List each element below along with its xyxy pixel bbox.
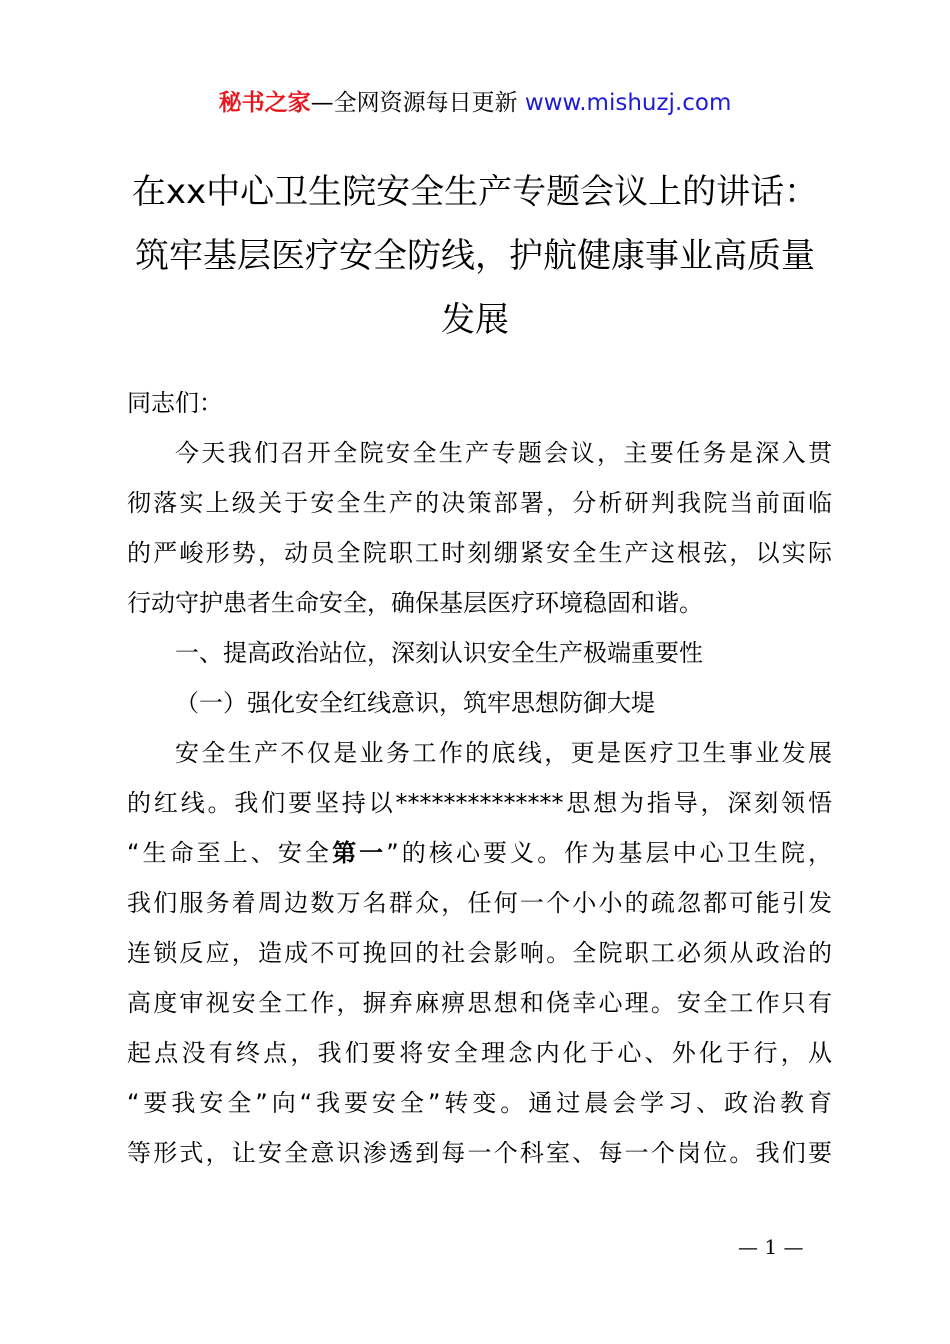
document-body [127,378,832,1178]
para1-line-9: 等形式，让安全意识渗透到每一个科室、每一个岗位。我们要 [127,1139,832,1167]
intro-line-1: 今天我们召开全院安全生产专题会议，主要任务是深入贯 [175,439,832,467]
para1-line-5: 连锁反应，造成不可挽回的社会影响。全院职工必须从政治的 [127,939,832,967]
para1-line-2: 的红线。我们要坚持以**************思想为指导，深刻领悟 [127,789,832,817]
para1-line-3-end: ”的核心要义。作为基层中心卫生院， [386,839,833,867]
title-line-1: 在xx中心卫生院安全生产专题会议上的讲话： [131,172,819,212]
salutation: 同志们： [127,389,223,417]
intro-paragraph [127,428,832,628]
page-number: — 1 — [738,1235,804,1259]
para1-line-3 [127,828,832,878]
site-url-link[interactable]: www.mishuzj.com [524,90,732,116]
intro-line-4: 行动守护患者生命安全，确保基层医疗环境稳固和谐。 [127,589,703,617]
body-paragraph-1 [127,728,832,1178]
title-line-3: 发展 [441,300,509,340]
site-tagline: —全网资源每日更新 [310,90,525,116]
site-header [0,86,950,120]
section-heading-1: 一、提高政治站位，深刻认识安全生产极端重要性 [175,639,703,667]
intro-line-3: 的严峻形势，动员全院职工时刻绷紧安全生产这根弦，以实际 [127,539,832,567]
para1-line-7: 起点没有终点，我们要将安全理念内化于心、外化于行，从 [127,1039,832,1067]
site-brand: 秘书之家 [218,90,311,116]
para1-line-4: 我们服务着周边数万名群众，任何一个小小的疏忽都可能引发 [127,889,832,917]
para1-line-8: “要我安全”向“我要安全”转变。通过晨会学习、政治教育 [127,1089,832,1117]
title-line-2: 筑牢基层医疗安全防线，护航健康事业高质量 [135,236,815,276]
para1-line-6: 高度审视安全工作，摒弃麻痹思想和侥幸心理。安全工作只有 [127,989,832,1017]
para1-line-1: 安全生产不仅是业务工作的底线，更是医疗卫生事业发展 [175,739,832,767]
intro-line-2: 彻落实上级关于安全生产的决策部署，分析研判我院当前面临 [127,489,832,517]
para1-line-3-start: “生命至上、安全 [127,839,333,867]
subsection-heading-1: （一）强化安全红线意识，筑牢思想防御大堤 [175,689,655,717]
document-title [100,160,850,352]
emphasis-first: 第一 [332,839,387,867]
